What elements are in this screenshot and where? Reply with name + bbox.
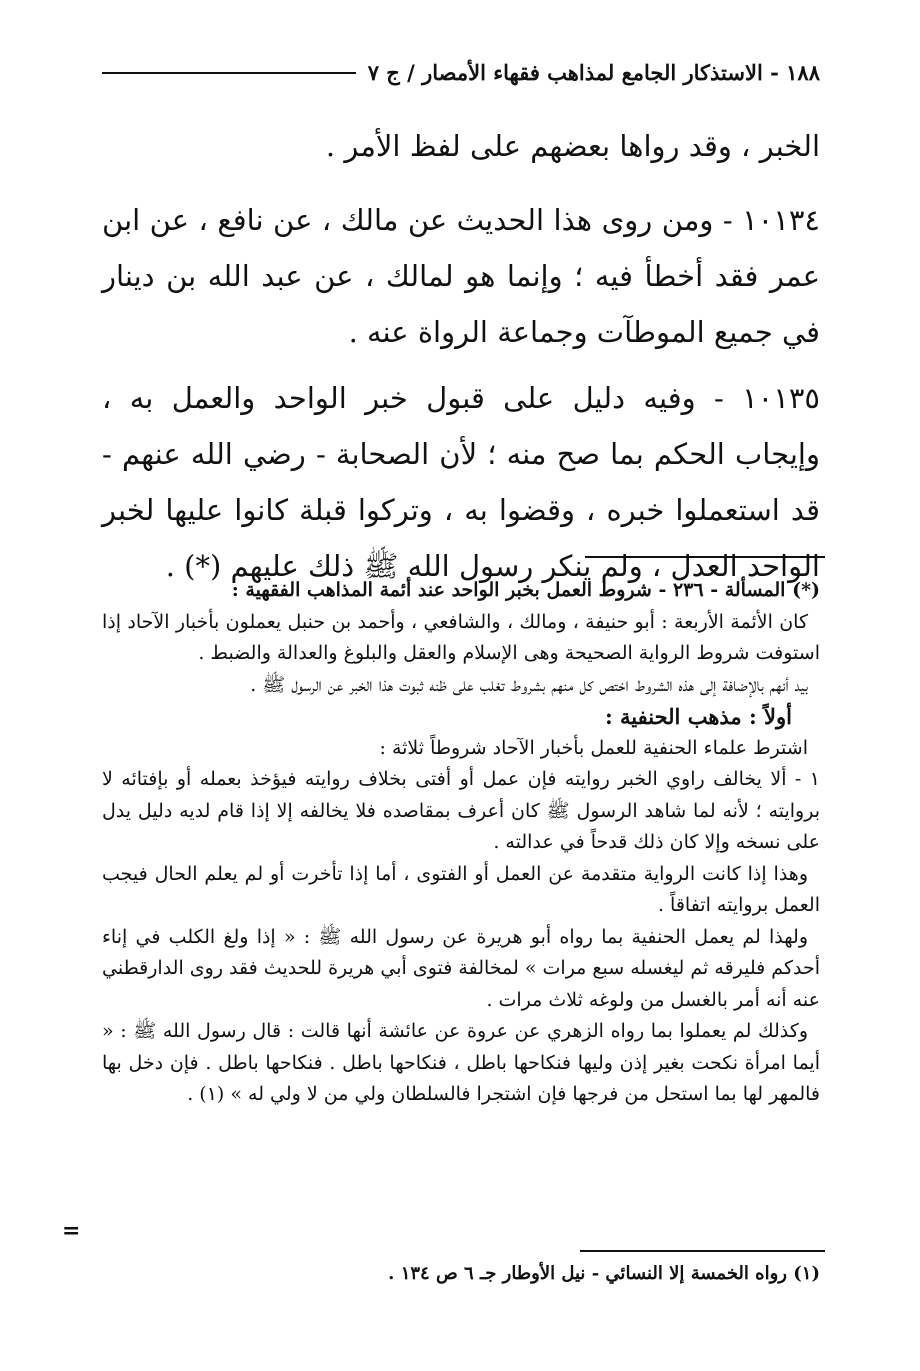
continuation-mark: = bbox=[62, 1218, 81, 1244]
footnote-paragraph-1: كان الأئمة الأربعة : أبو حنيفة ، ومالك ، والشافعي ، وأحمد بن حنبل يعملون بأخبار الآحاد إذا استوفت شروط الرواية الصحيحة وهى الإسلام والعقل والبلوغ والعدالة والضبط . bbox=[102, 610, 820, 664]
main-paragraph-2: ١٠١٣٤ - ومن روى هذا الحديث عن مالك ، عن نافع ، عن ابن عمر فقد أخطأ فيه ؛ وإنما هو لمالك ، عن عبد الله بن دينار في جميع الموطآت وجماعة الرواة عنه . bbox=[102, 203, 820, 349]
footnote-separator bbox=[585, 556, 825, 558]
footnote-section-heading: أولاً : مذهب الحنفية : bbox=[604, 704, 792, 729]
reference-separator bbox=[580, 1250, 825, 1252]
main-paragraph-1: الخبر ، وقد رواها بعضهم على لفظ الأمر . bbox=[325, 129, 820, 163]
footnote-title: (*) المسألة - ٢٣٦ - شروط العمل بخبر الواحد عند أئمة المذاهب الفقهية : bbox=[231, 579, 820, 601]
footnote-paragraph-5: وهذا إذا كانت الرواية متقدمة عن العمل أو الفتوى ، أما إذا تأخرت أو لم يعلم الحال فيجب العمل بروايته اتفاقاً . bbox=[102, 862, 820, 916]
page-header bbox=[102, 58, 820, 88]
header-title: ١٨٨ - الاستذكار الجامع لمذاهب فقهاء الأمصار / ج ٧ bbox=[367, 60, 820, 85]
footnote-paragraph-3: اشترط علماء الحنفية للعمل بأخبار الآحاد شروطاً ثلاثة : bbox=[379, 736, 808, 759]
footnote-paragraph-7: وكذلك لم يعملوا بما رواه الزهري عن عروة عن عائشة أنها قالت : قال رسول الله ﷺ : « أيما امرأة نكحت بغير إذن وليها فنكاحها باطل ، فنكاحها باطل . فنكاحها باطل . فإن دخل بها فالمهر لها بما استحل من فرجها فإن اشتجرا فالسلطان ولي من لا ولي له » (١) . bbox=[102, 1020, 820, 1105]
header-rule bbox=[102, 72, 356, 74]
reference-note: (١) رواه الخمسة إلا النسائي - نيل الأوطار جـ ٦ ص ١٣٤ . bbox=[388, 1263, 820, 1284]
footnote-paragraph-2: بيد أنهم بالإضافة إلى هذه الشروط اختص كل منهم بشروط تغلب على ظنه ثبوت هذا الخبر عن الرسول ﷺ . bbox=[250, 673, 808, 696]
main-paragraph-3: ١٠١٣٥ - وفيه دليل على قبول خبر الواحد والعمل به ، وإيجاب الحكم بما صح منه ؛ لأن الصحابة - رضي الله عنهم - قد استعملوا خبره ، وقضوا به ، وتركوا قبلة كانوا عليها لخبر الواحد العدل ، ولم ينكر رسول الله ﷺ ذلك عليهم (*) . bbox=[102, 381, 820, 583]
footnote-paragraph-4: ١ - ألا يخالف راوي الخبر روايته فإن عمل أو أفتى بخلاف روايته فيؤخذ بعمله أو بإفتائه لا بروايته ؛ لأنه لما شاهد الرسول ﷺ كان أعرف بمقاصده فلا يخالفه إلا إذا قام لديه دليل يدل على نسخه وإلا كان ذلك قدحاً في عدالته . bbox=[102, 768, 820, 853]
main-text bbox=[102, 118, 820, 604]
footnote-block bbox=[102, 575, 820, 1111]
footnote-paragraph-6: ولهذا لم يعمل الحنفية بما رواه أبو هريرة عن رسول الله ﷺ : « إذا ولغ الكلب في إناء أحدكم فليرقه ثم ليغسله سبع مرات » لمخالفة فتوى أبي هريرة للحديث فقد روى الدارقطني عنه أنه أمر بالغسل من ولوغه ثلاث مرات . bbox=[102, 925, 820, 1011]
